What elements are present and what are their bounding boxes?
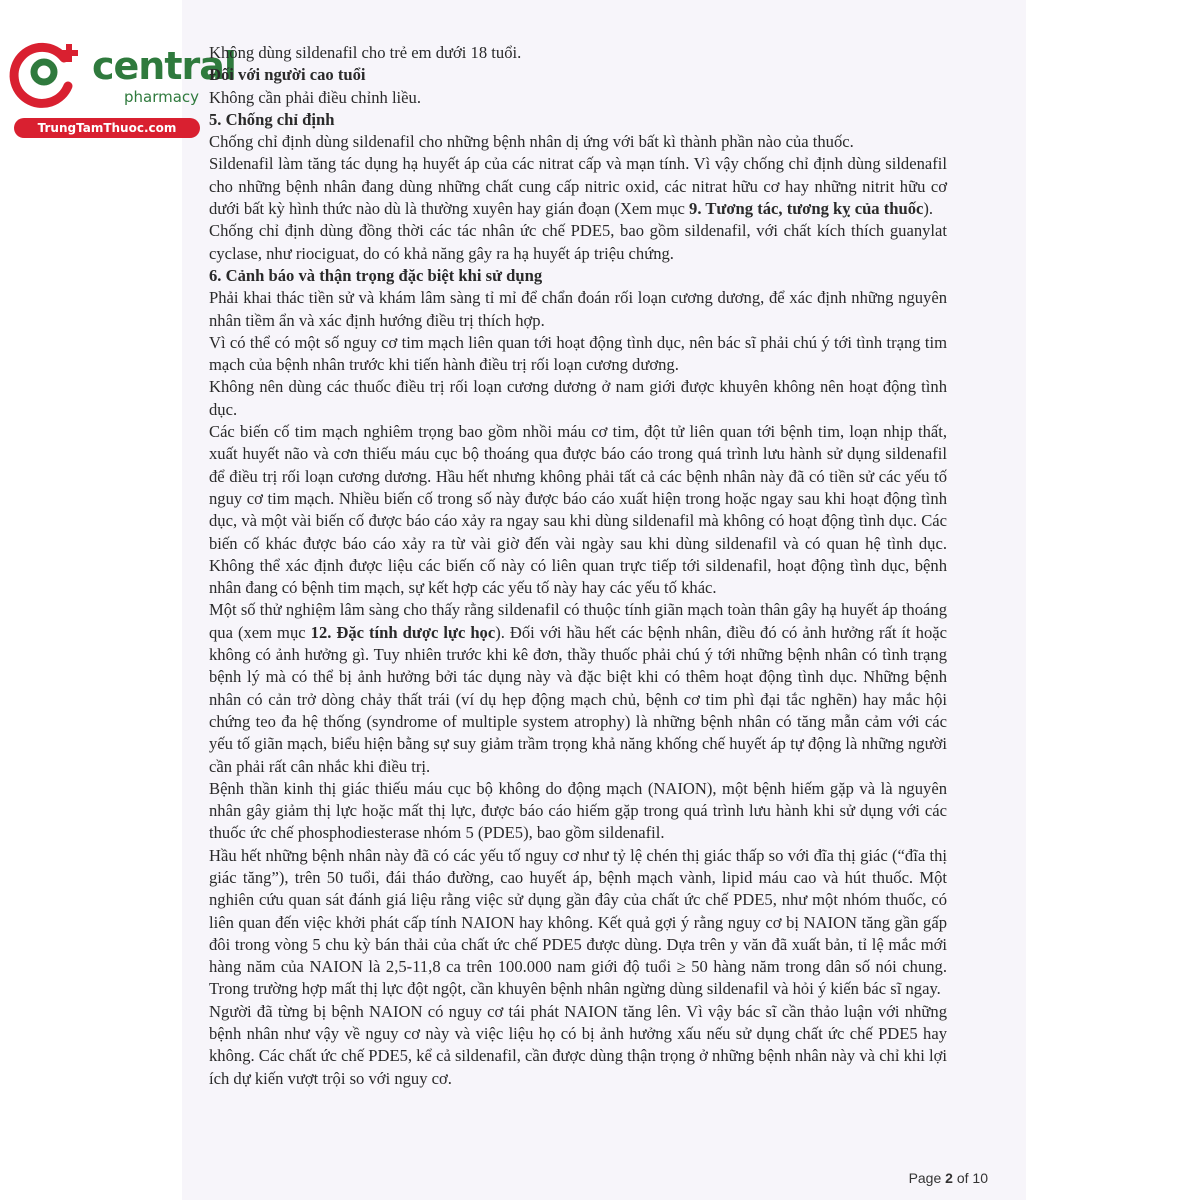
page-number: 2 [945, 1170, 953, 1186]
document-body [209, 42, 947, 1090]
section-reference: 9. Tương tác, tương kỵ của thuốc [689, 199, 924, 219]
paragraph: Bệnh thần kinh thị giác thiếu máu cục bộ không do động mạch (NAION), một bệnh hiếm gặp và là nguyên nhân gây giảm thị lực hoặc mất thị lực, được báo cáo hiếm gặp trong quá trình lưu hành khi sử dụng với các thuốc ức chế phosphodiesterase nhóm 5 (PDE5), bao gồm sildenafil. [209, 778, 947, 843]
brand-url: TrungTamThuoc.com [14, 118, 200, 138]
paragraph [209, 153, 947, 220]
paragraph: Chống chỉ định dùng đồng thời các tác nhân ức chế PDE5, bao gồm sildenafil, với chất kích thích guanylat cyclase, như riociguat, do có khả năng gây ra hạ huyết áp triệu chứng. [209, 221, 947, 263]
section-heading: 5. Chống chỉ định [209, 109, 335, 129]
section-heading: 6. Cảnh báo và thận trọng đặc biệt khi sử dụng [209, 265, 543, 285]
paragraph-text: Sildenafil làm tăng tác dụng hạ huyết áp của các nitrat cấp và mạn tính. Vì vậy chống chỉ định dùng sildenafil cho những bệnh nhân đang dùng những chất cung cấp nitric oxid, các nitrat hữu cơ hay những nitrit hữu cơ dưới bất kỳ hình thức nào dù là thường xuyên hay gián đoạn (Xem mục [209, 154, 947, 219]
paragraph: Phải khai thác tiền sử và khám lâm sàng tỉ mỉ để chẩn đoán rối loạn cương dương, để xác định những nguyên nhân tiềm ẩn và xác định hướng điều trị thích hợp. [209, 288, 947, 330]
central-pharmacy-logo-icon [8, 36, 88, 112]
page-label: Page [908, 1170, 942, 1186]
paragraph: Vì có thể có một số nguy cơ tim mạch liên quan tới hoạt động tình dục, nên bác sĩ phải chú ý tới tình trạng tim mạch của bệnh nhân trước khi tiến hành điều trị rối loạn cương dương. [209, 332, 947, 375]
paragraph-text: ). Đối với hầu hết các bệnh nhân, điều đó có ảnh hưởng rất ít hoặc không có ảnh hưởng gì. Tuy nhiên trước khi kê đơn, thầy thuốc phải chú ý tới những bệnh nhân có tình trạng bệnh lý mà có thể bị ảnh hưởng bởi tác dụng này và đặc biệt khi có thêm hoạt động tình dục. Những bệnh nhân có cản trở dòng chảy thất trái (ví dụ hẹp động mạch chủ, bệnh cơ tim phì đại tắc nghẽn) hay mắc hội chứng teo đa hệ thống (syndrome of multiple system atrophy) là những bệnh nhân có tăng mẫn cảm với các yếu tố giãn mạch, biểu hiện bằng sự suy giảm trầm trọng khả năng khống chế huyết áp tự động là những người cần phải rất cân nhắc khi điều trị. [209, 622, 947, 776]
brand-subtitle: pharmacy [124, 88, 200, 106]
page-of: of [956, 1170, 969, 1186]
paragraph: Không nên dùng các thuốc điều trị rối loạn cương dương ở nam giới được khuyên không nên hoạt động tình dục. [209, 377, 947, 419]
paragraph: Hầu hết những bệnh nhân này đã có các yếu tố nguy cơ như tỷ lệ chén thị giác thấp so với đĩa thị giác (“đĩa thị giác tăng”), trên 50 tuổi, đái tháo đường, cao huyết áp, bệnh mạch vành, lipid máu cao và hút thuốc. Một nghiên cứu quan sát đánh giá liệu rằng việc sử dụng gần đây của chất ức chế PDE5, như một nhóm thuốc, có liên quan đến việc khởi phát cấp tính NAION hay không. Kết quả gợi ý rằng nguy cơ bị NAION tăng gần gấp đôi trong vòng 5 chu kỳ bán thải của chất ức chế PDE5 được dùng. Dựa trên y văn đã xuất bản, tỉ lệ mắc mới hàng năm của NAION là 2,5-11,8 ca trên 100.000 nam giới độ tuổi ≥ 50 hàng năm trong dân số nói chung. Trong trường hợp mất thị lực đột ngột, cần khuyên bệnh nhân ngừng dùng sildenafil và hỏi ý kiến bác sĩ ngay. [209, 845, 947, 999]
paragraph: Chống chỉ định dùng sildenafil cho những bệnh nhân dị ứng với bất kì thành phần nào của thuốc. [209, 132, 854, 152]
paragraph: Không cần phải điều chỉnh liều. [209, 87, 421, 107]
brand-logo [8, 36, 236, 136]
section-reference: 12. Đặc tính dược lực học [310, 622, 496, 642]
paragraph: Các biến cố tim mạch nghiêm trọng bao gồm nhồi máu cơ tim, đột tử liên quan tới bệnh tim, loạn nhịp thất, xuất huyết não và cơn thiếu máu cục bộ thoáng qua được báo cáo trong quá trình lưu hành sử dụng sildenafil để điều trị rối loạn cương dương. Hầu hết nhưng không phải tất cả các bệnh nhân này đã có tiền sử các yếu tố nguy cơ tim mạch. Nhiều biến cố trong số này được báo cáo xuất hiện trong hoặc ngay sau khi hoạt động tình dục, và một vài biến cố được báo cáo xảy ra ngay sau khi dùng sildenafil mà không có hoạt động tình dục. Các biến cố khác được báo cáo xảy ra từ vài giờ đến vài ngày sau khi dùng sildenafil và có quan hệ tình dục. Không thể xác định được liệu các biến cố này có liên quan trực tiếp tới sildenafil, hoạt động tình dục, bệnh nhân đang có bệnh tim mạch, sự kết hợp các yếu tố này hay các yếu tố khác. [209, 422, 947, 598]
paragraph: Người đã từng bị bệnh NAION có nguy cơ tái phát NAION tăng lên. Vì vậy bác sĩ cần thảo luận với những bệnh nhân như vậy về nguy cơ này và việc liệu họ có bị ảnh hưởng xấu nếu sử dụng chất ức chế PDE5 hay không. Các chất ức chế PDE5, kể cả sildenafil, cần được dùng thận trọng ở những bệnh nhân này và chỉ khi lợi ích dự kiến vượt trội so với nguy cơ. [209, 1001, 947, 1088]
paragraph [209, 599, 947, 777]
page-footer [909, 1170, 988, 1186]
section-heading: Đối với người cao tuổi [209, 65, 366, 85]
paragraph: Không dùng sildenafil cho trẻ em dưới 18 tuổi. [209, 43, 522, 62]
brand-name: central [92, 44, 236, 88]
page-total: 10 [972, 1170, 988, 1186]
paragraph-text: ). [923, 199, 934, 219]
paragraph-text: Một số thử nghiệm lâm sàng cho thấy rằng sildenafil có thuộc tính giãn mạch toàn thân gây hạ huyết áp thoáng qua (xem mục [209, 600, 947, 642]
